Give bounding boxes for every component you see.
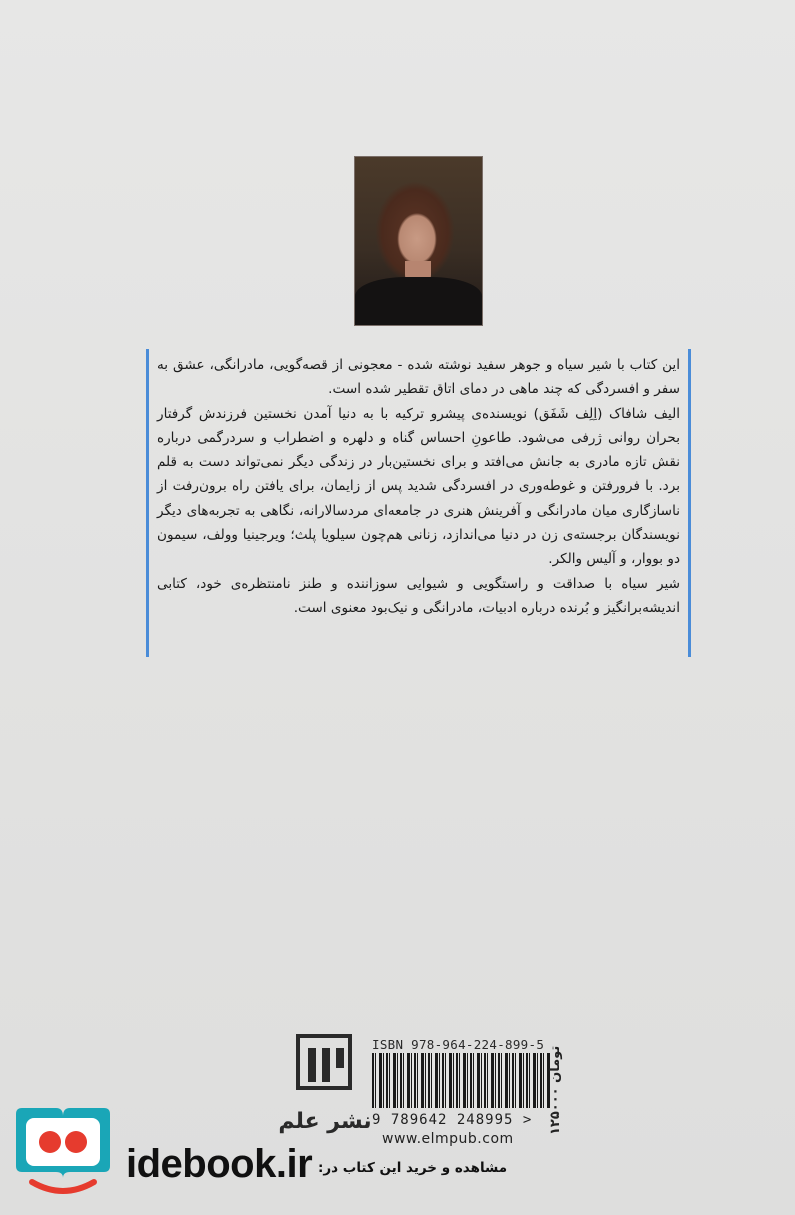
publisher-logo-bar-3 bbox=[336, 1048, 344, 1068]
publisher-website: www.elmpub.com bbox=[382, 1131, 514, 1147]
price-label: ۱۲۵۰۰۰ تومان bbox=[548, 1045, 563, 1135]
publisher-logo-bar-2 bbox=[322, 1048, 330, 1082]
watermark-logo-text[interactable]: idebook.ir bbox=[126, 1142, 313, 1186]
book-cart-icon bbox=[12, 1104, 114, 1190]
isbn-label: ISBN 978-964-224-899-5 bbox=[372, 1037, 545, 1052]
blurb-box bbox=[146, 349, 691, 657]
blurb-paragraph-1: این کتاب با شیر سیاه و جوهر سفید نوشته شده - معجونی از قصه‌گویی، مادرانگی، عشق به سفر و افسردگی که چند ماهی در دمای اتاق تقطیر شده است. bbox=[157, 357, 680, 398]
publisher-logo-bar-1 bbox=[308, 1048, 316, 1082]
watermark-banner bbox=[0, 1100, 795, 1215]
watermark-caption: مشاهده و خرید این کتاب در: bbox=[318, 1160, 508, 1176]
barcode-number: 9 789642 248995 > bbox=[372, 1112, 533, 1128]
blurb-paragraph-3: شیر سیاه با صداقت و راستگویی و شیوایی سوزاننده و طنز نامنتظره‌ی خود، کتابی اندیشه‌برانگیز و بُرنده درباره ادبیات، مادرانگی و نیک‌بود معنوی است. bbox=[157, 575, 680, 616]
blurb-paragraph-2: الیف شافاک (اِلِف شَفَق) نویسنده‌ی پیشرو ترکیه با به دنیا آمدن نخستین فرزندش گرفتار بحران روانی ژرفی می‌شود. طاعونِ احساس گناه و دلهره و اضطراب و سردرگمی درباره نقش تازه مادری به جانش می‌افتد و برای نخستین‌بار در زندگی دیگر نمی‌تواند دست به قلم برد. با فرورفتن و غوطه‌وری در افسردگی شدید پس از زایمان، برای یافتن راه برون‌رفت از ناسازگاری میان مادرانگی و آفرینش هنری در جامعه‌ای مردسالارانه، نگاهی به تجربه‌های دیگر نویسندگان برجسته‌ی زن در دنیا می‌اندازد، زنانی هم‌چون سیلویا پلث؛ ویرجینیا وولف، سیمون دو بووار، و آلیس والکر. bbox=[157, 405, 680, 568]
author-photo-shirt bbox=[355, 277, 482, 325]
publisher-name: نشر علم bbox=[278, 1109, 372, 1134]
author-photo bbox=[354, 156, 483, 326]
